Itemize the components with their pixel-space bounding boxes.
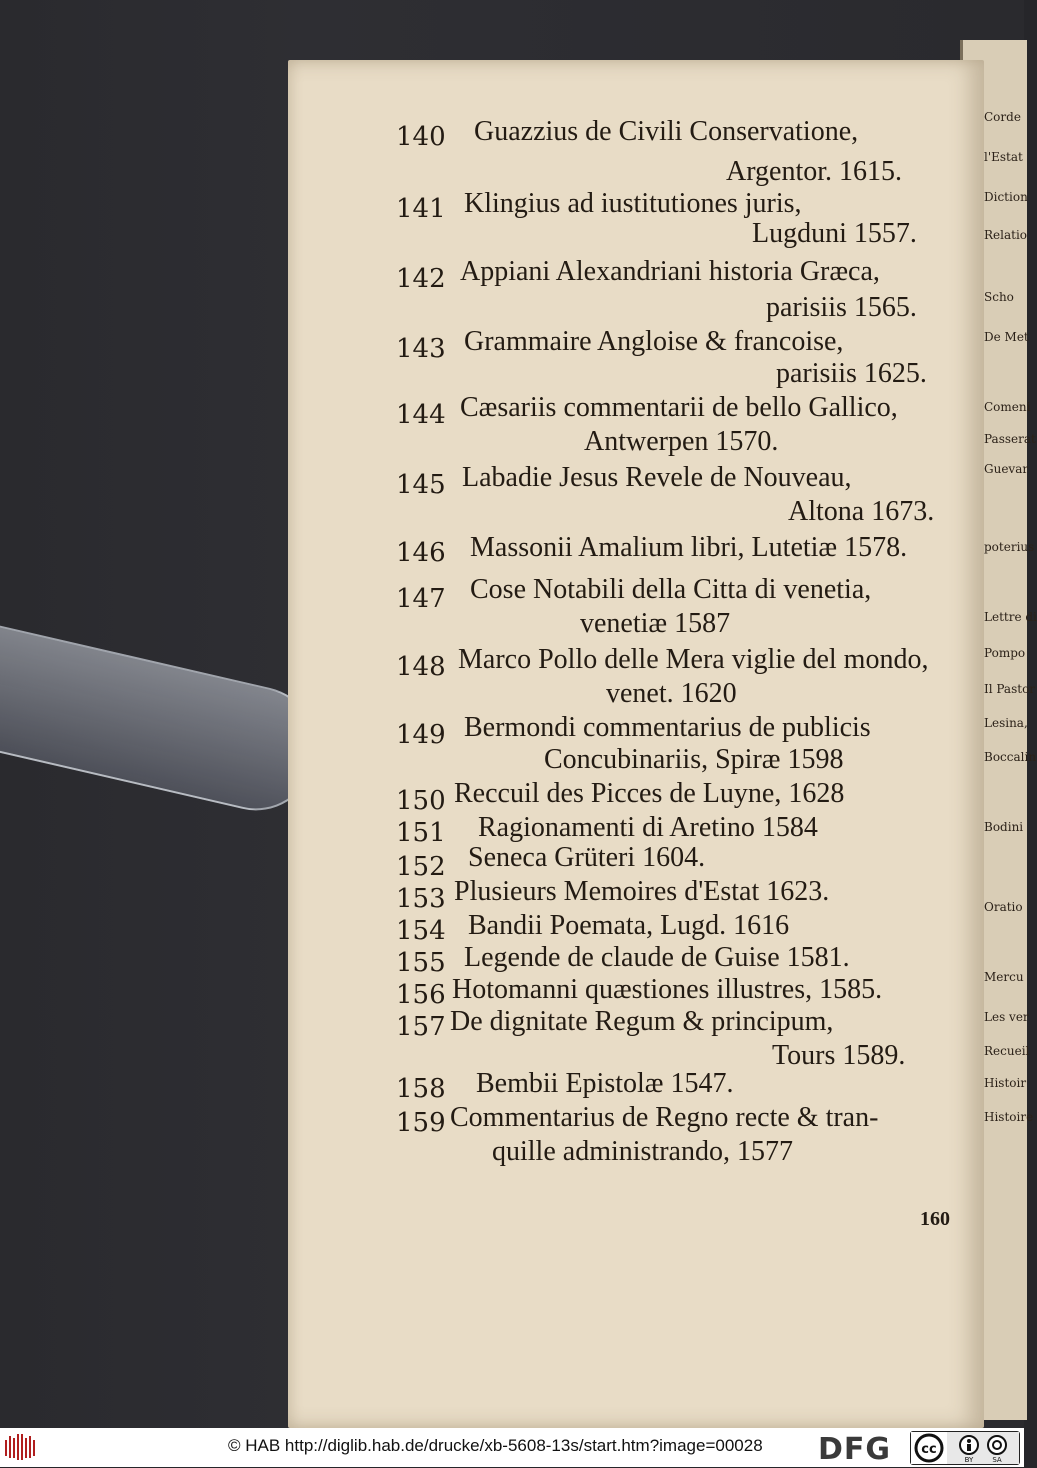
entry-imprint: Tours 1589. <box>772 1040 906 1071</box>
svg-text:cc: cc <box>921 1442 937 1457</box>
entry-imprint: venetiæ 1587 <box>580 608 731 639</box>
entry-number: 145 <box>396 470 446 500</box>
entry-number: 144 <box>396 400 446 430</box>
side-note: Pompo <box>984 646 1026 660</box>
side-note: Comeni <box>984 400 1031 414</box>
side-note: Scho <box>984 290 1014 304</box>
book-page <box>288 60 984 1428</box>
entry-imprint: Altona 1673. <box>788 496 935 527</box>
entry-title: Klingius ad iustitutiones juris, <box>464 188 802 219</box>
entry-title: Cæsariis commentarii de bello Gallico, <box>460 392 898 423</box>
entry-imprint: Argentor. 1615. <box>726 156 903 187</box>
glass-page-holder <box>0 620 329 823</box>
page-number: 160 <box>920 1208 950 1230</box>
entry-title: Hotomanni quæstiones illustres, 1585. <box>452 974 883 1005</box>
side-note: Il Pastor <box>984 682 1036 696</box>
side-note: Mercu <box>984 970 1024 984</box>
side-note: Oratio <box>984 900 1023 914</box>
side-note: l'Estat <box>984 150 1023 164</box>
side-note: De Met <box>984 330 1029 344</box>
entry-title: Reccuil des Picces de Luyne, 1628 <box>454 778 845 809</box>
entry-number: 158 <box>396 1074 446 1104</box>
entry-title: Plusieurs Memoires d'Estat 1623. <box>454 876 830 907</box>
entry-number: 156 <box>396 980 446 1010</box>
dfg-logo[interactable]: DFG <box>818 1432 892 1467</box>
entry-imprint: Antwerpen 1570. <box>584 426 779 457</box>
side-note: Bodini <box>984 820 1024 834</box>
entry-title: Ragionamenti di Aretino 1584 <box>478 812 818 843</box>
side-note: Recueil <box>984 1044 1030 1058</box>
entry-title: Massonii Amalium libri, Lutetiæ 1578. <box>470 532 908 563</box>
side-note: Lesina, <box>984 716 1028 730</box>
side-note: Corde <box>984 110 1021 124</box>
side-note: Les ver <box>984 1010 1029 1024</box>
entry-title: De dignitate Regum & principum, <box>450 1006 834 1037</box>
entry-imprint: venet. 1620 <box>606 678 737 709</box>
copyright-link[interactable]: © HAB http://diglib.hab.de/drucke/xb-5608-13s/start.htm?image=00028 <box>228 1436 763 1455</box>
entry-number: 159 <box>396 1108 446 1138</box>
entry-imprint: parisiis 1625. <box>776 358 927 389</box>
facing-page-notes <box>982 110 1037 1210</box>
entry-number: 148 <box>396 652 446 682</box>
side-note: Boccalin <box>984 750 1037 764</box>
svg-text:BY: BY <box>964 1456 974 1464</box>
entry-number: 151 <box>396 818 446 848</box>
side-note: Histoire <box>984 1110 1034 1124</box>
entry-number: 157 <box>396 1012 446 1042</box>
entry-title: Bandii Poemata, Lugd. 1616 <box>468 910 790 941</box>
entry-number: 150 <box>396 786 446 816</box>
entry-number: 142 <box>396 264 446 294</box>
entry-title: Guazzius de Civili Conservatione, <box>474 116 859 147</box>
entry-number: 146 <box>396 538 446 568</box>
entry-title: Marco Pollo delle Mera viglie del mondo, <box>458 644 929 675</box>
side-note: Relatio <box>984 228 1028 242</box>
entry-title: Bermondi commentarius de publicis <box>464 712 871 743</box>
entry-title: Seneca Grüteri 1604. <box>468 842 706 873</box>
footer-bar <box>0 1428 1024 1467</box>
hab-logo-icon[interactable] <box>4 1432 38 1462</box>
entry-number: 147 <box>396 584 446 614</box>
entry-number: 143 <box>396 334 446 364</box>
entry-title: Commentarius de Regno recte & tran- <box>450 1102 879 1133</box>
entry-number: 141 <box>396 194 446 224</box>
entry-imprint: Concubinariis, Spiræ 1598 <box>544 744 844 775</box>
entry-number: 149 <box>396 720 446 750</box>
entry-title: Grammaire Angloise & francoise, <box>464 326 844 357</box>
cc-by-sa-icon <box>911 1432 1019 1464</box>
entry-imprint: parisiis 1565. <box>766 292 917 323</box>
entry-number: 152 <box>396 852 446 882</box>
entry-title: Appiani Alexandriani historia Græca, <box>460 256 880 287</box>
entry-title: Legende de claude de Guise 1581. <box>464 942 850 973</box>
side-note: Histoir <box>984 1076 1027 1090</box>
entry-title: Bembii Epistolæ 1547. <box>476 1068 734 1099</box>
entry-number: 154 <box>396 916 446 946</box>
side-note: Guevar <box>984 462 1029 476</box>
side-note: Lettre di <box>984 610 1037 624</box>
entry-imprint: quille administrando, 1577 <box>492 1136 793 1167</box>
entry-title: Cose Notabili della Citta di venetia, <box>470 574 872 605</box>
entry-number: 153 <box>396 884 446 914</box>
side-note: Passerat <box>984 432 1036 446</box>
entry-imprint: Lugduni 1557. <box>752 218 917 249</box>
side-note: Diction <box>984 190 1028 204</box>
svg-text:SA: SA <box>992 1456 1002 1464</box>
entry-title: Labadie Jesus Revele de Nouveau, <box>462 462 852 493</box>
side-note: poterius <box>984 540 1035 554</box>
cc-license-badge[interactable] <box>910 1431 1020 1465</box>
entry-number: 140 <box>396 122 446 152</box>
entry-number: 155 <box>396 948 446 978</box>
